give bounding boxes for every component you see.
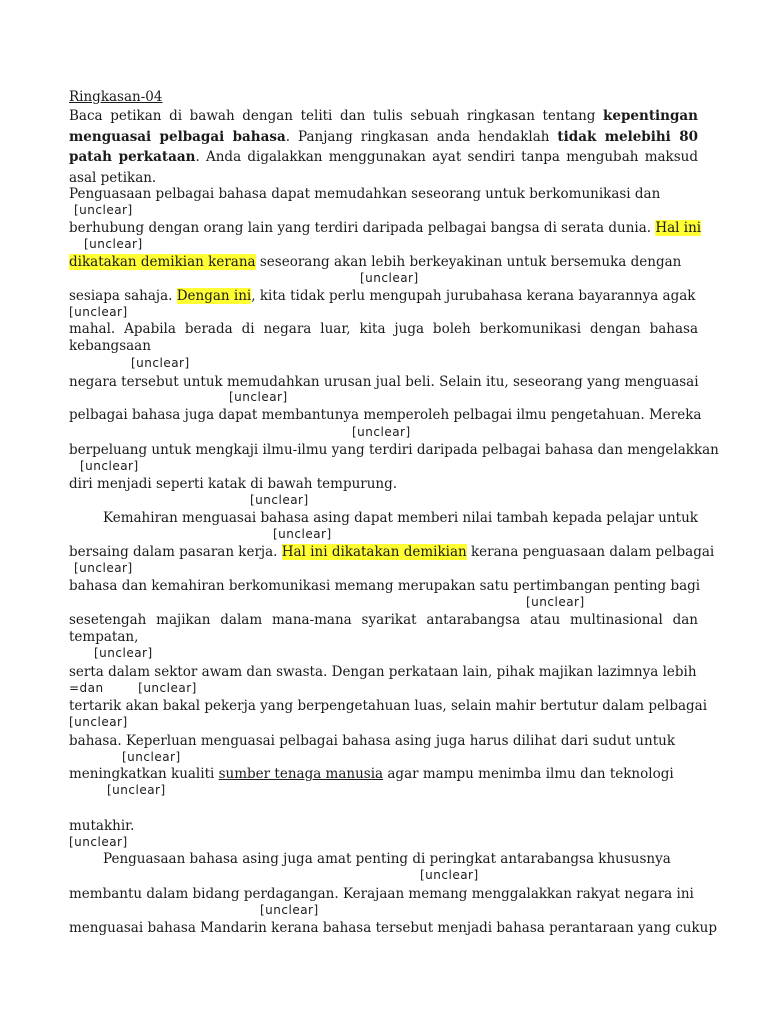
passage-line: Penguasaan bahasa asing juga amat penting di peringkat antarabangsa khususnya (103, 851, 671, 867)
passage-line: mutakhir. (69, 818, 135, 834)
passage-line: serta dalam sektor awam dan swasta. Dengan perkataan lain, pihak majikan lazimnya lebih (69, 664, 697, 680)
annotation-row: [unclear] (69, 835, 128, 849)
highlighted-phrase: dikatakan demikian kerana (69, 254, 256, 270)
annotation-row: [unclear] (250, 493, 309, 507)
annotation-row: [unclear] (69, 305, 128, 319)
instruction-text: . Panjang ringkasan anda hendaklah (285, 128, 558, 145)
passage-line: pelbagai bahasa juga dapat membantunya memperoleh pelbagai ilmu pengetahuan. Mereka (69, 407, 702, 423)
highlighted-phrase: Hal ini dikatakan demikian (281, 544, 467, 560)
annotation-row: [unclear] (84, 237, 143, 251)
passage-text: kerana penguasaan dalam pelbagai (466, 544, 715, 560)
passage-line (69, 765, 698, 783)
annotation-row: [unclear] (107, 783, 166, 797)
passage-text: meningkatkan kualiti (69, 766, 219, 782)
passage-line: negara tersebut untuk memudahkan urusan jual beli. Selain itu, seseorang yang menguasai (69, 374, 699, 390)
passage-text: agar mampu menimba ilmu dan teknologi (383, 766, 674, 782)
highlighted-phrase: Hal ini (655, 220, 702, 236)
passage-line: tertarik akan bakal pekerja yang berpengetahuan luas, selain mahir bertutur dalam pelbagai (69, 698, 708, 714)
highlighted-phrase: Dengan ini (176, 288, 252, 304)
passage-line: mahal. Apabila berada di negara luar, kita juga boleh berkomunikasi dengan bahasa kebangsaan (69, 321, 698, 354)
passage-line: diri menjadi seperti katak di bawah tempurung. (69, 476, 398, 492)
instruction-paragraph (69, 106, 698, 188)
passage-line: sesetengah majikan dalam mana-mana syarikat antarabangsa atau multinasional dan tempatan, (69, 612, 698, 645)
annotation-row: [unclear] (229, 390, 288, 404)
passage-line: menguasai bahasa Mandarin kerana bahasa tersebut menjadi bahasa perantaraan yang cukup (69, 920, 717, 936)
underlined-phrase: sumber tenaga manusia (218, 766, 384, 782)
annotation-row: [unclear] (69, 715, 128, 729)
passage-line (69, 287, 698, 305)
passage-line (69, 253, 698, 271)
annotation-row: [unclear] (74, 561, 133, 575)
annotation-row: [unclear] (131, 356, 190, 370)
annotation-row: [unclear] (420, 868, 479, 882)
passage-line: bahasa dan kemahiran berkomunikasi memang merupakan satu pertimbangan penting bagi (69, 578, 701, 594)
passage-line: bahasa. Keperluan menguasai pelbagai bahasa asing juga harus dilihat dari sudut untuk (69, 733, 675, 749)
passage-line (69, 543, 715, 561)
annotation-row: [unclear] (122, 750, 181, 764)
passage-text: berhubung dengan orang lain yang terdiri daripada pelbagai bangsa di serata dunia. (69, 220, 656, 236)
annotation-row: [unclear] (80, 459, 139, 473)
annotation-row: [unclear] (273, 527, 332, 541)
instruction-bold-limit: tidak melebihi 80 patah perkataan (69, 128, 698, 165)
passage-text: , kita tidak perlu mengupah jurubahasa kerana bayarannya agak (251, 288, 696, 304)
annotation-row: [unclear] (260, 903, 319, 917)
passage-text: seseorang akan lebih berkeyakinan untuk bersemuka dengan (255, 254, 682, 270)
passage-line: berpeluang untuk mengkaji ilmu-ilmu yang terdiri daripada pelbagai bahasa dan mengelakkan (69, 442, 719, 458)
passage-line: Penguasaan pelbagai bahasa dapat memudahkan seseorang untuk berkomunikasi dan (69, 186, 661, 202)
passage-line: Kemahiran menguasai bahasa asing dapat memberi nilai tambah kepada pelajar untuk (103, 510, 698, 526)
annotation-row: [unclear] (74, 203, 133, 217)
annotation-row: =dan [unclear] (69, 681, 197, 695)
passage-line: membantu dalam bidang perdagangan. Kerajaan memang menggalakkan rakyat negara ini (69, 886, 694, 902)
instruction-text: Baca petikan di bawah dengan teliti dan tulis sebuah ringkasan tentang (69, 108, 604, 124)
instruction-text: . Anda digalakkan menggunakan ayat sendiri tanpa mengubah maksud asal petikan. (69, 149, 698, 186)
document-title: Ringkasan-04 (69, 89, 163, 105)
annotation-row: [unclear] (94, 646, 153, 660)
passage-line (69, 219, 702, 237)
passage-text: bersaing dalam pasaran kerja. (69, 544, 282, 560)
annotation-row: [unclear] (360, 271, 419, 285)
passage-text: sesiapa sahaja. (69, 288, 177, 304)
annotation-row: [unclear] (526, 595, 585, 609)
annotation-row: [unclear] (352, 425, 411, 439)
instruction-bold-topic: kepentingan menguasai pelbagai bahasa (69, 108, 698, 145)
